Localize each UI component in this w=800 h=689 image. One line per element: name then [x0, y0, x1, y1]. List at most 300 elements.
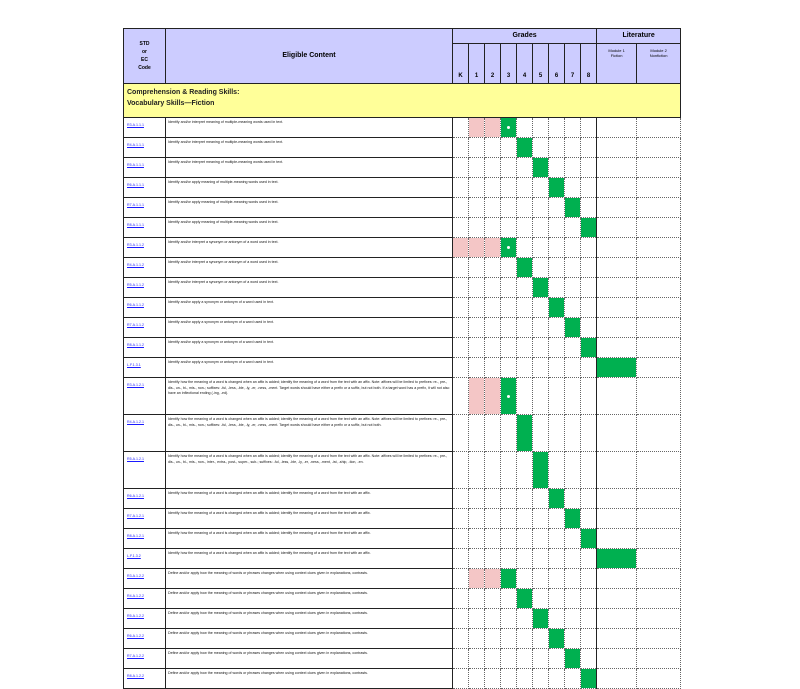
literature-cell	[597, 158, 637, 178]
grade-cell-aligned	[501, 118, 517, 138]
standard-code-link[interactable]: R7.A.1.1.2	[124, 318, 166, 338]
grade-cell	[533, 509, 549, 529]
table-row	[124, 569, 681, 589]
grade-cell	[565, 118, 581, 138]
grade-cell	[485, 669, 501, 689]
standard-code-link[interactable]: R6.A.1.1.1	[124, 178, 166, 198]
grade-cell	[533, 338, 549, 358]
grade-cell	[549, 649, 565, 669]
grade-cell	[517, 629, 533, 649]
grade-cell	[565, 669, 581, 689]
grade-cell-aligned	[565, 318, 581, 338]
grade-cell	[533, 238, 549, 258]
grade-cell	[517, 158, 533, 178]
standard-code-link[interactable]: R8.A.1.1.2	[124, 338, 166, 358]
grade-cell	[453, 569, 469, 589]
standard-code-link[interactable]: R7.A.1.1.1	[124, 198, 166, 218]
grade-cell-aligned	[533, 452, 549, 489]
grade-cell	[565, 218, 581, 238]
grade-label-6: 6	[549, 44, 565, 84]
category-line-2: Vocabulary Skills—Fiction	[127, 100, 215, 107]
grade-cell	[565, 138, 581, 158]
grade-cell	[469, 158, 485, 178]
grade-cell	[581, 589, 597, 609]
literature-cell	[637, 238, 681, 258]
grade-cell	[565, 178, 581, 198]
grade-cell	[533, 378, 549, 415]
grade-cell	[565, 452, 581, 489]
grade-cell	[501, 178, 517, 198]
eligible-content-text: Identify and/or interpret meaning of multiple-meaning words used in text.	[166, 118, 453, 138]
standard-code-link[interactable]: R4.A.1.2.2	[124, 589, 166, 609]
eligible-content-text: Identify and/or apply a synonym or antonym of a word used in text.	[166, 358, 453, 378]
literature-cell	[597, 258, 637, 278]
literature-cell	[597, 338, 637, 358]
table-row	[124, 629, 681, 649]
grade-cell	[565, 589, 581, 609]
standard-code-link[interactable]: R7.A.1.2.1	[124, 509, 166, 529]
grade-cell	[469, 178, 485, 198]
literature-cell	[597, 649, 637, 669]
grade-cell	[549, 509, 565, 529]
grade-label-8: 8	[581, 44, 597, 84]
grade-cell-aligned	[565, 509, 581, 529]
literature-cell	[637, 509, 681, 529]
standard-code-link[interactable]: R4.A.1.1.2	[124, 258, 166, 278]
grade-cell-foundational	[469, 569, 485, 589]
grade-cell	[549, 358, 565, 378]
table-row	[124, 298, 681, 318]
grade-cell	[453, 178, 469, 198]
eligible-content-text: Identify and/or apply meaning of multiple-meaning words used in text.	[166, 198, 453, 218]
grade-cell	[469, 338, 485, 358]
grade-cell	[581, 378, 597, 415]
grade-cell	[469, 278, 485, 298]
literature-cell	[597, 238, 637, 258]
grade-cell-foundational	[485, 569, 501, 589]
grade-cell-aligned	[581, 218, 597, 238]
literature-cell	[597, 118, 637, 138]
grade-cell-aligned	[533, 158, 549, 178]
grade-cell	[533, 318, 549, 338]
eligible-content-text: Define and/or apply how the meaning of words or phrases changes when using context clues given in explanations, contrasts.	[166, 629, 453, 649]
grade-cell	[485, 218, 501, 238]
literature-cell	[597, 529, 637, 549]
standard-code-link[interactable]: R8.A.1.2.1	[124, 529, 166, 549]
grade-cell	[549, 609, 565, 629]
grade-cell-foundational	[485, 238, 501, 258]
eligible-content-text: Identify and/or interpret meaning of multiple-meaning words used in text.	[166, 158, 453, 178]
grade-cell	[469, 198, 485, 218]
literature-cell	[637, 489, 681, 509]
grade-cell-aligned	[501, 378, 517, 415]
grade-cell	[533, 589, 549, 609]
grade-cell	[549, 529, 565, 549]
literature-cell	[637, 589, 681, 609]
literature-cell	[637, 358, 681, 378]
grade-cell	[485, 318, 501, 338]
eligible-content-text: Identify how the meaning of a word is changed when an affix is added; identify the meaning of a word from the text with an affix.	[166, 549, 453, 569]
grade-cell	[501, 629, 517, 649]
grade-cell	[485, 529, 501, 549]
grade-cell	[565, 258, 581, 278]
grade-cell	[469, 549, 485, 569]
grade-cell	[549, 218, 565, 238]
literature-cell	[637, 178, 681, 198]
grade-cell	[501, 415, 517, 452]
grade-cell	[501, 549, 517, 569]
grade-cell	[469, 649, 485, 669]
grade-cell	[565, 549, 581, 569]
grade-cell	[565, 358, 581, 378]
grade-cell	[517, 452, 533, 489]
grade-cell	[453, 258, 469, 278]
grade-label-1: 1	[469, 44, 485, 84]
header-row-top	[124, 29, 681, 44]
grade-cell	[453, 452, 469, 489]
grade-cell	[517, 278, 533, 298]
grade-cell	[485, 549, 501, 569]
literature-cell	[637, 298, 681, 318]
grade-cell	[533, 489, 549, 509]
grade-cell	[581, 358, 597, 378]
eligible-content-text: Identify how the meaning of a word is changed when an affix is added; identify the meaning of a word from the text with an affix. Note: affixes will be limited to prefixes: re-, pre-, dis-, un-, bi-, mis-, non-; suffixes: -ful, -less, -ble, -ly, -er, -ness, -ment. Target words should have either a prefix or a suffix, but not both.	[166, 415, 453, 452]
grade-cell	[581, 278, 597, 298]
grade-cell	[501, 589, 517, 609]
grade-cell	[485, 649, 501, 669]
grade-cell	[549, 318, 565, 338]
standard-code-link[interactable]: R4.A.1.1.1	[124, 138, 166, 158]
grade-cell	[565, 238, 581, 258]
grade-cell	[453, 489, 469, 509]
grade-cell	[469, 298, 485, 318]
grade-cell-aligned	[501, 569, 517, 589]
grade-cell	[517, 118, 533, 138]
grade-cell	[453, 298, 469, 318]
category-row	[124, 84, 681, 118]
literature-cell	[637, 198, 681, 218]
grade-cell	[453, 138, 469, 158]
table-row	[124, 489, 681, 509]
grade-cell	[453, 629, 469, 649]
grade-cell-aligned	[533, 609, 549, 629]
grade-cell	[533, 629, 549, 649]
marker-dot-icon	[507, 395, 510, 398]
grade-cell	[533, 415, 549, 452]
grade-cell	[549, 198, 565, 218]
grade-cell	[469, 509, 485, 529]
standard-code-link[interactable]: R4.A.1.2.1	[124, 415, 166, 452]
grade-label-4: 4	[517, 44, 533, 84]
grade-cell-foundational	[485, 118, 501, 138]
grade-cell	[485, 178, 501, 198]
grade-cell-aligned	[517, 415, 533, 452]
grade-cell	[581, 629, 597, 649]
literature-cell	[597, 509, 637, 529]
grade-cell	[485, 258, 501, 278]
grade-cell	[469, 489, 485, 509]
marker-wrap	[501, 378, 516, 414]
literature-cell	[637, 138, 681, 158]
grade-cell	[453, 378, 469, 415]
standard-code-link[interactable]: R3.A.1.1.2	[124, 238, 166, 258]
grade-cell	[517, 318, 533, 338]
standard-code-link[interactable]: R8.A.1.2.2	[124, 669, 166, 689]
literature-cell	[637, 649, 681, 669]
literature-cell	[597, 489, 637, 509]
standard-code-link[interactable]: L.F.1.3.2	[124, 549, 166, 569]
grade-cell	[581, 238, 597, 258]
grade-cell	[581, 138, 597, 158]
grade-cell	[485, 452, 501, 489]
alignment-table	[123, 28, 681, 689]
grade-cell	[501, 318, 517, 338]
grade-cell-aligned	[581, 338, 597, 358]
table-row	[124, 318, 681, 338]
grade-cell	[533, 178, 549, 198]
standard-code-link[interactable]: R5.A.1.2.2	[124, 609, 166, 629]
standard-code-link[interactable]: R5.A.1.1.1	[124, 158, 166, 178]
grade-cell	[485, 278, 501, 298]
standard-code-link[interactable]: R5.A.1.1.2	[124, 278, 166, 298]
table-row	[124, 118, 681, 138]
standard-code-link[interactable]: R3.A.1.1.1	[124, 118, 166, 138]
table-row	[124, 549, 681, 569]
grade-cell	[453, 338, 469, 358]
standard-code-link[interactable]: L.F.1.3.1	[124, 358, 166, 378]
grade-cell	[453, 198, 469, 218]
grade-cell	[453, 589, 469, 609]
grade-cell	[517, 238, 533, 258]
standard-code-link[interactable]: R7.A.1.2.2	[124, 649, 166, 669]
literature-cell	[597, 298, 637, 318]
grade-cell	[517, 378, 533, 415]
grade-cell	[533, 138, 549, 158]
grade-cell	[469, 452, 485, 489]
standard-code-link[interactable]: R6.A.1.2.1	[124, 489, 166, 509]
grade-cell	[581, 452, 597, 489]
grade-cell	[549, 338, 565, 358]
grade-cell	[565, 378, 581, 415]
grade-cell	[533, 549, 549, 569]
grade-cell-foundational	[485, 378, 501, 415]
grade-cell	[517, 338, 533, 358]
table-row	[124, 415, 681, 452]
grade-cell	[469, 318, 485, 338]
grade-cell-aligned	[549, 489, 565, 509]
grade-cell	[469, 258, 485, 278]
literature-cell	[637, 378, 681, 415]
standard-code-link[interactable]: R8.A.1.1.1	[124, 218, 166, 238]
grade-cell	[453, 609, 469, 629]
grade-cell	[533, 198, 549, 218]
table-row	[124, 158, 681, 178]
grade-cell	[581, 569, 597, 589]
literature-cell	[597, 669, 637, 689]
table-row	[124, 338, 681, 358]
grade-cell	[485, 338, 501, 358]
grade-cell-aligned	[517, 138, 533, 158]
literature-cell	[597, 278, 637, 298]
literature-cell	[637, 629, 681, 649]
grade-cell	[549, 452, 565, 489]
grade-cell	[549, 278, 565, 298]
grade-cell	[485, 158, 501, 178]
grade-cell	[533, 258, 549, 278]
grade-cell	[485, 509, 501, 529]
grade-cell	[565, 609, 581, 629]
grade-cell	[453, 529, 469, 549]
table-row	[124, 378, 681, 415]
grade-cell	[517, 489, 533, 509]
grade-cell	[549, 589, 565, 609]
grade-cell	[453, 649, 469, 669]
grade-cell	[533, 569, 549, 589]
grade-cell	[501, 509, 517, 529]
eligible-content-text: Define and/or apply how the meaning of words or phrases changes when using context clues given in explanations, contrasts.	[166, 649, 453, 669]
standard-code-link[interactable]: R6.A.1.1.2	[124, 298, 166, 318]
grade-cell	[469, 529, 485, 549]
grade-cell-aligned	[581, 669, 597, 689]
literature-module-2-label: Module 2 Nonfiction	[637, 44, 681, 84]
grade-cell	[453, 669, 469, 689]
grade-cell	[581, 298, 597, 318]
grade-cell	[517, 358, 533, 378]
grade-cell	[501, 609, 517, 629]
eligible-content-text: Identify and/or interpret a synonym or antonym of a word used in text.	[166, 238, 453, 258]
grade-cell	[453, 509, 469, 529]
standard-code-link[interactable]: R3.A.1.2.1	[124, 378, 166, 415]
grade-cell	[517, 509, 533, 529]
grade-cell	[501, 452, 517, 489]
eligible-content-text: Identify and/or apply a synonym or antonym of a word used in text.	[166, 298, 453, 318]
grade-cell	[565, 338, 581, 358]
std-code-header-label: STD or EC Code	[138, 41, 151, 71]
literature-cell	[637, 415, 681, 452]
grade-cell	[549, 158, 565, 178]
grade-cell	[501, 198, 517, 218]
grade-cell-aligned	[501, 238, 517, 258]
grade-cell	[501, 338, 517, 358]
grade-cell	[453, 318, 469, 338]
grade-cell	[581, 258, 597, 278]
grade-cell	[469, 589, 485, 609]
eligible-content-text: Define and/or apply how the meaning of words or phrases changes when using context clues given in explanations, contrasts.	[166, 589, 453, 609]
grade-cell-aligned	[533, 278, 549, 298]
table-row	[124, 178, 681, 198]
eligible-content-text: Identify and/or apply a synonym or antonym of a word used in text.	[166, 338, 453, 358]
grade-cell	[565, 489, 581, 509]
grade-cell	[549, 258, 565, 278]
grade-cell	[581, 158, 597, 178]
eligible-content-text: Identify and/or apply a synonym or antonym of a word used in text.	[166, 318, 453, 338]
grade-cell	[485, 198, 501, 218]
eligible-content-text: Identify how the meaning of a word is changed when an affix is added; identify the meaning of a word from the text with an affix.	[166, 489, 453, 509]
grade-label-7: 7	[565, 44, 581, 84]
grade-cell	[565, 529, 581, 549]
grade-cell	[469, 138, 485, 158]
grade-cell	[549, 569, 565, 589]
grade-cell	[517, 198, 533, 218]
grade-cell	[517, 569, 533, 589]
literature-cell	[597, 198, 637, 218]
standard-code-link[interactable]: R5.A.1.2.1	[124, 452, 166, 489]
table-row	[124, 278, 681, 298]
table-row	[124, 529, 681, 549]
grade-cell	[517, 649, 533, 669]
grade-cell	[485, 609, 501, 629]
literature-cell	[597, 378, 637, 415]
standard-code-link[interactable]: R6.A.1.2.2	[124, 629, 166, 649]
grade-cell	[501, 158, 517, 178]
grade-cell	[517, 218, 533, 238]
grade-cell-aligned	[581, 529, 597, 549]
grade-cell	[581, 509, 597, 529]
grade-cell	[501, 298, 517, 318]
grade-cell	[565, 298, 581, 318]
table-row	[124, 218, 681, 238]
grade-cell	[549, 549, 565, 569]
table-row	[124, 258, 681, 278]
grade-cell	[469, 218, 485, 238]
grade-cell-aligned	[549, 629, 565, 649]
table-row	[124, 138, 681, 158]
eligible-content-header: Eligible Content	[166, 29, 453, 84]
literature-cell	[597, 218, 637, 238]
grade-cell-foundational	[469, 118, 485, 138]
grade-cell	[565, 629, 581, 649]
grade-cell-aligned	[549, 178, 565, 198]
marker-dot-icon	[507, 126, 510, 129]
grade-cell	[501, 529, 517, 549]
grade-cell	[581, 198, 597, 218]
grade-cell	[517, 609, 533, 629]
literature-cell	[637, 318, 681, 338]
grade-cell-aligned	[517, 258, 533, 278]
literature-cell	[597, 415, 637, 452]
grade-cell-foundational	[453, 238, 469, 258]
grade-cell-aligned	[565, 198, 581, 218]
literature-cell	[637, 529, 681, 549]
grade-cell-aligned	[549, 298, 565, 318]
grade-cell	[501, 218, 517, 238]
grade-cell	[485, 298, 501, 318]
standard-code-link[interactable]: R3.A.1.2.2	[124, 569, 166, 589]
grade-cell	[549, 238, 565, 258]
literature-cell	[597, 629, 637, 649]
grade-cell	[581, 489, 597, 509]
literature-cell	[597, 138, 637, 158]
literature-cell	[637, 158, 681, 178]
literature-cell	[637, 338, 681, 358]
grade-label-5: 5	[533, 44, 549, 84]
grade-cell	[453, 358, 469, 378]
grade-cell	[565, 278, 581, 298]
grade-cell	[581, 118, 597, 138]
grade-cell	[565, 158, 581, 178]
std-code-header	[124, 29, 166, 84]
literature-module-1-label: Module 1 Fiction	[597, 44, 637, 84]
grade-cell	[549, 378, 565, 415]
grade-label-2: 2	[485, 44, 501, 84]
literature-cell	[637, 258, 681, 278]
table-row	[124, 609, 681, 629]
literature-cell	[597, 569, 637, 589]
grade-cell	[453, 278, 469, 298]
marker-dot-icon	[507, 246, 510, 249]
table-row	[124, 649, 681, 669]
grade-cell	[469, 415, 485, 452]
